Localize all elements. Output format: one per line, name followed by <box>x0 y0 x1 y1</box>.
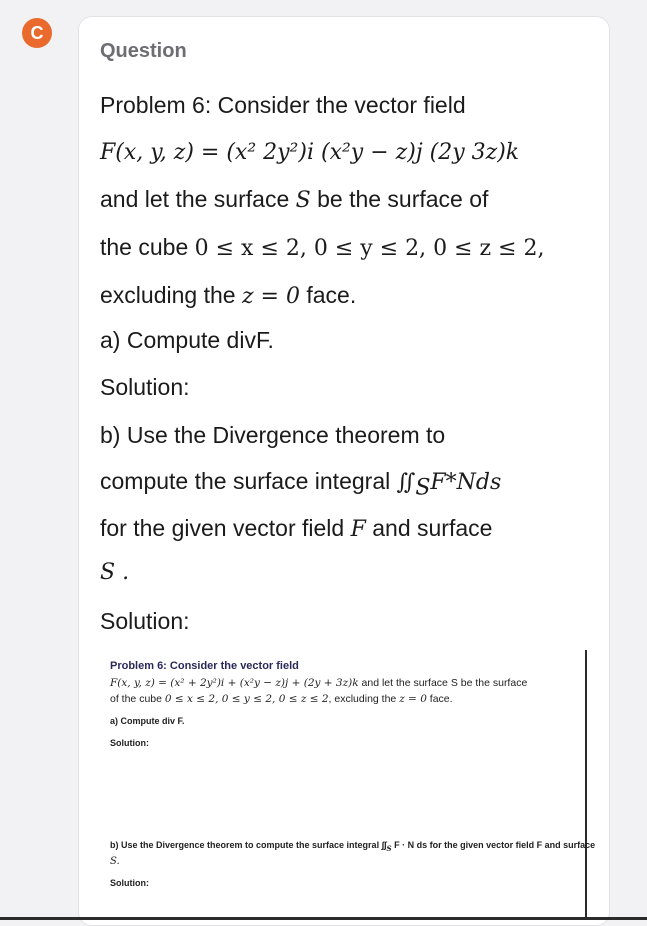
excluded-face: z = 0 <box>241 284 300 309</box>
embedded-part-b <box>110 840 596 853</box>
exclusion-line <box>100 282 356 309</box>
embedded-cube-post: , excluding the <box>328 693 400 705</box>
solution-a-label: Solution: <box>100 374 190 400</box>
cube-bounds: 0 ≤ x ≤ 2, 0 ≤ y ≤ 2, 0 ≤ z ≤ 2, <box>194 236 545 261</box>
embedded-cube-pre: of the cube <box>110 693 165 705</box>
part-a: a) Compute divF. <box>100 327 274 353</box>
embedded-cube-math: 0 ≤ x ≤ 2, 0 ≤ y ≤ 2, 0 ≤ z ≤ 2 <box>164 693 329 705</box>
embedded-cube-line <box>110 693 453 705</box>
surface-var: S <box>295 188 311 213</box>
problem-heading: Problem 6: Consider the vector field <box>100 92 466 118</box>
embedded-solution-b: Solution: <box>110 878 149 888</box>
cube-line <box>100 234 545 261</box>
part-b-line1: b) Use the Divergence theorem to <box>100 422 446 448</box>
part-b-line3-pre: for the given vector field <box>100 515 351 541</box>
embedded-solution-a: Solution: <box>110 738 149 748</box>
solution-b-label: Solution: <box>100 608 190 634</box>
vector-field-formula: F(x, y, z) = (x² 2y²)i (x²y − z)j (2y 3z)k <box>100 140 520 165</box>
surface-line-pre: and let the surface <box>100 186 296 212</box>
question-label: Question <box>100 40 187 62</box>
part-b-line2-pre: compute the surface integral <box>100 468 397 494</box>
embedded-part-b-sub: S <box>386 843 392 853</box>
embedded-field: F(x, y, z) = (x² + 2y²)i + (x²y − z)j + (2y + 3z)k <box>110 677 359 689</box>
exclusion-post: face. <box>299 282 357 308</box>
embedded-cube-face: z = 0 <box>399 693 427 705</box>
field-var: F <box>350 517 366 542</box>
part-b-line4: S . <box>100 560 130 585</box>
part-b-line3 <box>100 515 492 542</box>
part-b-line3-post: and surface <box>365 515 493 541</box>
surface-line <box>100 186 488 213</box>
embedded-cube-end: face. <box>426 693 453 705</box>
avatar: C <box>22 18 52 48</box>
embedded-field-tail: and let the surface S be the surface <box>358 677 528 689</box>
embedded-part-b-text: b) Use the Divergence theorem to compute the surface integral ∫∫ <box>110 840 387 850</box>
embedded-part-a: a) Compute div F. <box>110 716 185 726</box>
double-integral-sign: ∬ <box>396 470 416 495</box>
integrand: F*Nds <box>430 470 502 495</box>
embedded-part-b-tail: F · N ds for the given vector field F and surface <box>394 840 596 850</box>
exclusion-pre: excluding the <box>100 282 242 308</box>
cube-line-pre: the cube <box>100 234 195 260</box>
embedded-heading: Problem 6: Consider the vector field <box>110 660 299 672</box>
integral-subscript: S <box>415 475 431 501</box>
embedded-field-line <box>110 677 527 689</box>
embedded-part-b-s: S. <box>110 856 120 867</box>
embedded-problem-image <box>100 650 596 920</box>
surface-line-post: be the surface of <box>310 186 489 212</box>
part-b-line2 <box>100 468 502 501</box>
